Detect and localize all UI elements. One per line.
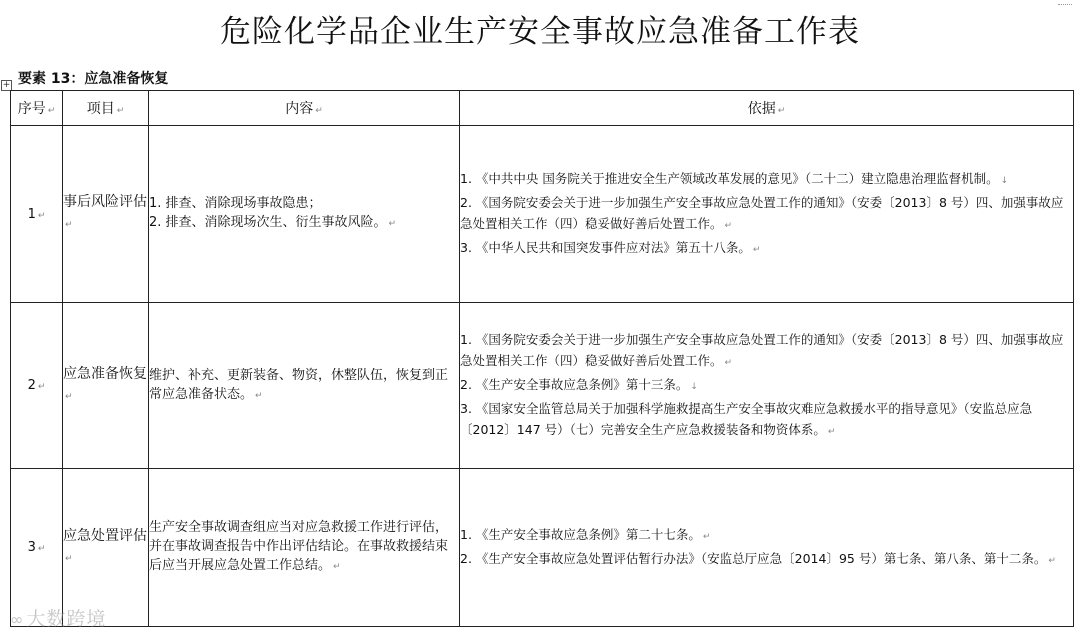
basis-line: 1. 《生产安全事故应急条例》第二十七条。 ↵ xyxy=(460,526,711,542)
basis-line: 1. 《国务院安委会关于进一步加强生产安全事故应急处置工作的通知》（安委〔2013〕8 号）四、加强事故应急处置相关工作（四）稳妥做好善后处置工作。 ↵ xyxy=(460,331,1064,368)
row-content xyxy=(149,469,460,627)
content-line: 维护、补充、更新装备、物资，休整队伍，恢复到正常应急准备状态。 ↵ xyxy=(149,367,449,402)
basis-line: 2. 《生产安全事故应急条例》第十三条。 ↓ xyxy=(460,376,698,392)
table-row xyxy=(11,126,1074,303)
row-item: 应急处置评估↵ xyxy=(63,469,149,627)
table-row xyxy=(11,303,1074,469)
header-item: 项目 ↵ xyxy=(63,91,149,126)
header-basis: 依据 ↵ xyxy=(460,91,1074,126)
watermark-logo-icon: ∞ xyxy=(10,610,25,629)
section-label: 要素 13：应急准备恢复 xyxy=(18,71,169,87)
header-content: 内容 ↵ xyxy=(149,91,460,126)
row-basis xyxy=(460,303,1074,469)
basis-line: 3. 《国家安全监管总局关于加强科学施救提高生产安全事故灾难应急救援水平的指导意见》（安监总应急〔2012〕147 号）（七）完善安全生产应急救援装备和物资体系。 ↵ xyxy=(460,400,1033,437)
row-content xyxy=(149,303,460,469)
watermark: ∞ 大数跨境 xyxy=(10,608,107,630)
content-line: 2. 排查、消除现场次生、衍生事故风险。 ↵ xyxy=(149,215,397,230)
document-title: 危险化学品企业生产安全事故应急准备工作表 xyxy=(220,14,860,50)
content-line: 生产安全事故调查组应当对应急救援工作进行评估，并在事故调查报告中作出评估结论。在事故救援结束后应当开展应急处置工作总结。 ↵ xyxy=(149,520,449,573)
header-num: 序号 ↵ xyxy=(11,91,63,126)
row-num: 2 ↵ xyxy=(11,303,63,469)
row-content xyxy=(149,126,460,303)
row-item: 事后风险评估↵ xyxy=(63,126,149,303)
table-row xyxy=(11,469,1074,627)
row-num: 1 ↵ xyxy=(11,126,63,303)
basis-line: 1. 《中共中央 国务院关于推进安全生产领域改革发展的意见》（二十二）建立隐患治理监督机制。 ↓ xyxy=(460,170,1009,186)
basis-line: 3. 《中华人民共和国突发事件应对法》第五十八条。 ↵ xyxy=(460,239,761,255)
row-item: 应急准备恢复↵ xyxy=(63,303,149,469)
table-header-row xyxy=(11,91,1074,126)
table-move-handle-icon[interactable]: + xyxy=(2,80,11,90)
basis-line: 2. 《生产安全事故应急处置评估暂行办法》（安监总厅应急〔2014〕95 号）第七条、第八条、第十二条。 ↵ xyxy=(460,550,1056,566)
row-num: 3 ↵ xyxy=(11,469,63,627)
corner-mark xyxy=(1058,4,1072,11)
content-line: 1. 排查、消除现场事故隐患； xyxy=(149,196,322,211)
row-basis xyxy=(460,126,1074,303)
emergency-table xyxy=(10,90,1074,627)
row-basis xyxy=(460,469,1074,627)
basis-line: 2. 《国务院安委会关于进一步加强生产安全事故应急处置工作的通知》（安委〔2013〕8 号）四、加强事故应急处置相关工作（四）稳妥做好善后处置工作。 ↵ xyxy=(460,194,1064,231)
